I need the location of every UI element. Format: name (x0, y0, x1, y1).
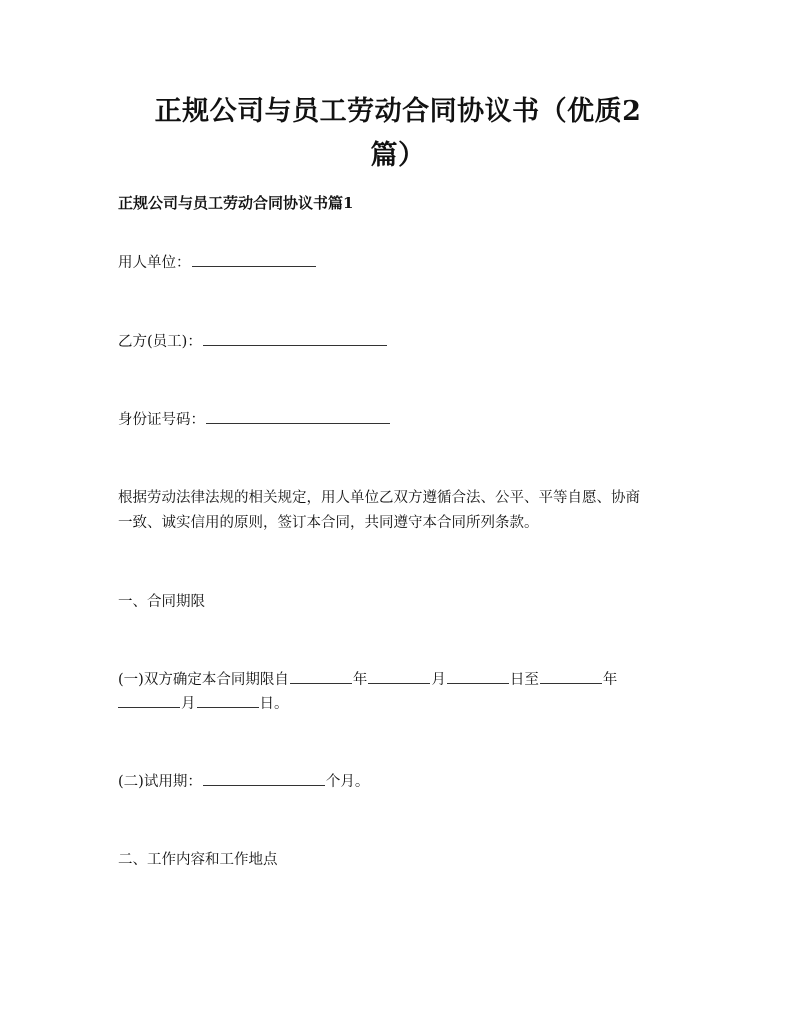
term-year-blank (290, 669, 352, 684)
probation-suffix: 个月。 (325, 774, 370, 790)
term-year-label: 年 (352, 672, 368, 688)
id-blank (206, 409, 390, 424)
intro-line1: 根据劳动法律法规的相关规定，用人单位乙双方遵循合法、公平、平等自愿、协商 (118, 490, 640, 506)
term-row2 (118, 692, 289, 716)
employer-blank (192, 252, 316, 267)
term-day-to-label: 日至 (509, 672, 539, 688)
employer-label: 用人单位： (118, 255, 191, 271)
term-month-blank (368, 669, 430, 684)
id-label: 身份证号码： (118, 412, 205, 428)
term-year2-blank (540, 669, 602, 684)
term-month2-label: 月 (181, 696, 196, 712)
employee-blank (203, 331, 387, 346)
term-prefix: (一)双方确定本合同期限自 (118, 672, 289, 688)
document-title-line1: 正规公司与员工劳动合同协议书（优质2 (154, 96, 642, 127)
intro-line2: 一致、诚实信用的原则，签订本合同，共同遵守本合同所列条款。 (118, 515, 539, 531)
term-month-label: 月 (431, 672, 446, 688)
term-row1 (118, 668, 617, 692)
term-day2-label: 日。 (259, 696, 289, 712)
section2-heading: 二、工作内容和工作地点 (118, 852, 278, 868)
probation-row (118, 770, 369, 794)
probation-blank (203, 771, 325, 786)
term-day-blank (447, 669, 509, 684)
id-row (118, 408, 391, 432)
section1-heading: 一、合同期限 (118, 594, 205, 610)
term-day2-blank (197, 693, 259, 708)
term-month2-blank (118, 693, 180, 708)
document-title-line2: 篇） (370, 140, 426, 171)
employee-row (118, 330, 388, 354)
employer-row (118, 251, 317, 275)
document-subtitle: 正规公司与员工劳动合同协议书篇1 (118, 194, 354, 212)
employee-label: 乙方(员工)： (118, 334, 202, 350)
probation-prefix: (二)试用期： (118, 774, 202, 790)
term-year2-label: 年 (602, 672, 618, 688)
